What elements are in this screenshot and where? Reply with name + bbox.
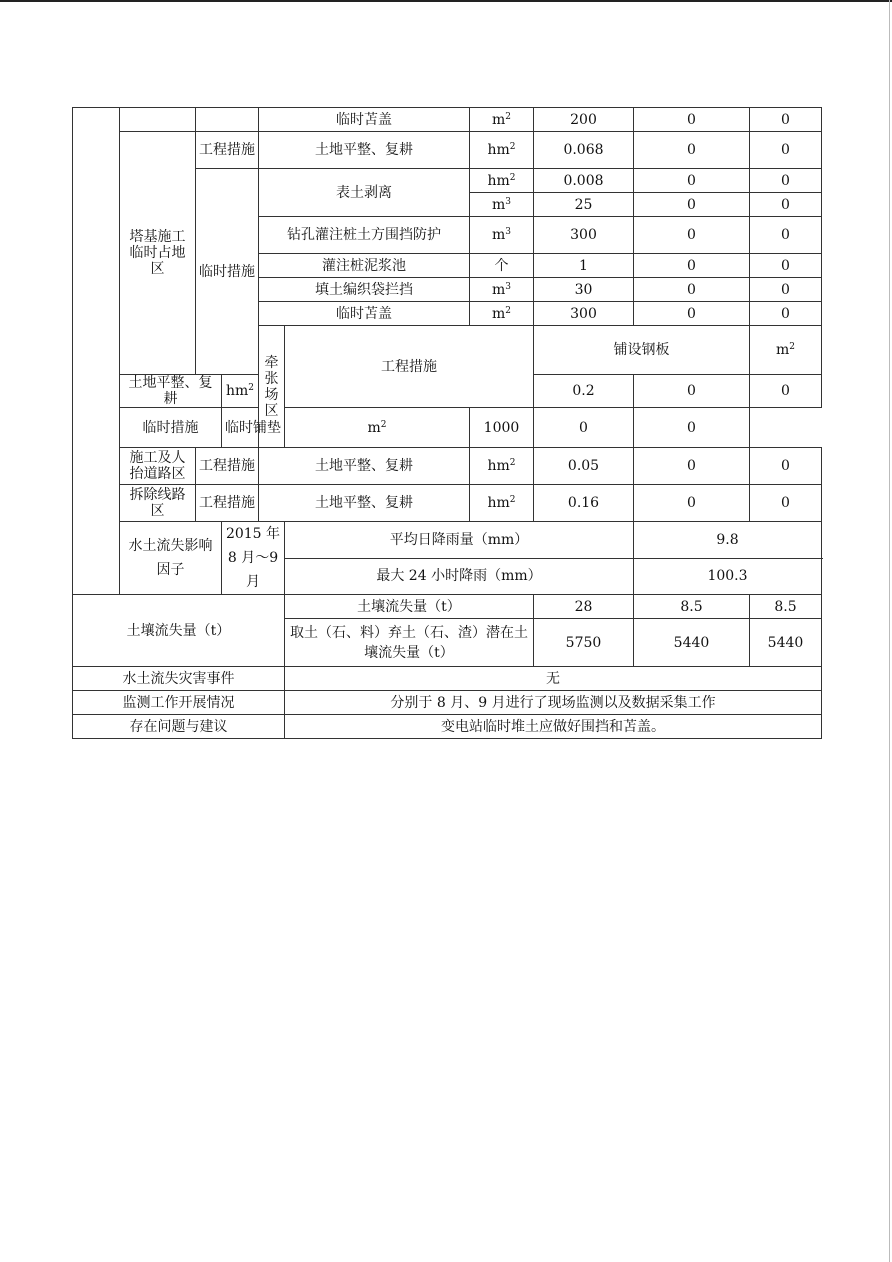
value-cell: 0 [634, 408, 750, 448]
table-row [73, 485, 822, 522]
unit-exponent: 2 [505, 305, 511, 316]
table-row [73, 132, 822, 169]
monitoring-value: 分别于 8 月、9 月进行了现场监测以及数据采集工作 [285, 691, 822, 715]
value-cell: 0 [750, 375, 822, 408]
measure-name: 铺设钢板 [534, 326, 750, 375]
issues-row [73, 715, 822, 739]
unit-exponent: 3 [505, 196, 511, 207]
table-row [73, 408, 822, 448]
factor-period: 2015 年 8 月～9 月 [222, 522, 285, 595]
unit-exponent: 3 [505, 227, 511, 237]
unit-base: hm [487, 142, 510, 158]
value-cell: 0.008 [534, 169, 634, 193]
monitoring-row [73, 691, 822, 715]
max-rain-label: 最大 24 小时降雨（mm） [285, 558, 634, 595]
unit-base: m [491, 281, 506, 298]
unit-exponent: 2 [248, 383, 255, 393]
value-cell: 200 [534, 108, 634, 132]
measure-name: 土地平整、复耕 [259, 485, 470, 522]
unit-cell [470, 278, 534, 302]
value-cell: 8.5 [634, 595, 750, 619]
unit-base: m [775, 342, 790, 358]
value-cell: 0.068 [534, 132, 634, 169]
measure-name: 临时铺垫 [222, 408, 285, 448]
factor-row-avg-rain [73, 522, 822, 559]
section-blank-cell [120, 108, 196, 132]
unit-exponent: 2 [509, 495, 516, 505]
value-cell: 1000 [470, 408, 534, 448]
unit-cell [470, 217, 534, 254]
unit-cell [285, 408, 470, 448]
unit-base: hm [487, 172, 510, 189]
value-cell: 5440 [634, 619, 750, 667]
unit-base: hm [487, 458, 510, 474]
unit-cell [222, 375, 259, 408]
value-cell: 0 [634, 217, 750, 254]
unit-base: m [491, 196, 506, 213]
value-cell: 0 [634, 302, 750, 326]
measure-name: 临时苫盖 [259, 108, 470, 132]
monitoring-label: 监测工作开展情况 [73, 691, 285, 715]
disaster-row [73, 667, 822, 691]
measure-name: 土地平整、复耕 [259, 132, 470, 169]
value-cell: 300 [534, 302, 634, 326]
measure-name: 钻孔灌注桩土方围挡防护 [259, 217, 470, 254]
value-cell: 30 [534, 278, 634, 302]
unit-exponent: 2 [509, 172, 516, 183]
unit-base: hm [225, 383, 249, 399]
value-cell: 0 [750, 448, 822, 485]
unit-base: m [491, 227, 506, 243]
value-cell: 8.5 [750, 595, 822, 619]
section-access-road-area: 施工及人抬道路区 [120, 448, 196, 485]
value-cell: 1 [534, 254, 634, 278]
value-cell: 0 [634, 448, 750, 485]
region-blank-cell [73, 108, 120, 595]
value-cell: 25 [534, 193, 634, 217]
measure-type-engineering: 工程措施 [196, 485, 259, 522]
disaster-value: 无 [285, 667, 822, 691]
value-cell: 0 [634, 132, 750, 169]
unit-base: m [491, 111, 506, 128]
soil-loss-row [73, 595, 822, 619]
unit-exponent: 2 [380, 419, 387, 430]
value-cell: 0 [634, 193, 750, 217]
unit-cell: 个 [470, 254, 534, 278]
avg-rain-value: 9.8 [634, 522, 822, 559]
unit-base: m [367, 419, 381, 436]
unit-cell [470, 132, 534, 169]
measure-type-blank-cell [196, 108, 259, 132]
right-border-line [889, 0, 890, 1262]
max-rain-value: 100.3 [634, 558, 822, 595]
unit-cell [470, 193, 534, 217]
measure-type-engineering: 工程措施 [196, 448, 259, 485]
unit-exponent: 2 [505, 111, 511, 122]
soil-loss-row1-label: 土壤流失量（t） [285, 595, 534, 619]
value-cell: 0 [750, 485, 822, 522]
value-cell: 0 [750, 254, 822, 278]
unit-cell [470, 485, 534, 522]
unit-cell [750, 326, 822, 375]
value-cell: 0 [750, 108, 822, 132]
measure-type-temporary: 临时措施 [120, 408, 222, 448]
measure-name: 临时苫盖 [259, 302, 470, 326]
disaster-label: 水土流失灾害事件 [73, 667, 285, 691]
value-cell: 300 [534, 217, 634, 254]
measure-name: 土地平整、复耕 [259, 448, 470, 485]
section-tension-area: 牵张场区 [259, 326, 285, 448]
value-cell: 5440 [750, 619, 822, 667]
top-border-line [0, 0, 892, 2]
unit-exponent: 2 [789, 342, 795, 352]
unit-exponent: 2 [509, 142, 516, 152]
measure-name: 灌注桩泥浆池 [259, 254, 470, 278]
measure-type-engineering: 工程措施 [285, 326, 534, 408]
issues-label: 存在问题与建议 [73, 715, 285, 739]
value-cell: 0 [634, 278, 750, 302]
measure-name: 填土编织袋拦挡 [259, 278, 470, 302]
factor-label: 水土流失影响因子 [120, 522, 222, 595]
value-cell: 0 [750, 278, 822, 302]
value-cell: 0 [634, 108, 750, 132]
value-cell: 0 [750, 132, 822, 169]
soil-loss-label: 土壤流失量（t） [73, 595, 285, 667]
value-cell: 0.05 [534, 448, 634, 485]
value-cell: 0.16 [534, 485, 634, 522]
table-row [73, 108, 822, 132]
unit-base: m [491, 305, 506, 322]
value-cell: 0 [634, 375, 750, 408]
unit-cell [470, 108, 534, 132]
measure-type-temporary: 临时措施 [196, 169, 259, 375]
soil-loss-row2-label: 取土（石、料）弃土（石、渣）潜在土壤流失量（t） [285, 619, 534, 667]
unit-cell [470, 169, 534, 193]
soil-erosion-monitoring-table [72, 107, 822, 739]
value-cell: 0 [534, 408, 634, 448]
section-tower-temp-area: 塔基施工临时占地区 [120, 132, 196, 375]
section-demolition-area: 拆除线路区 [120, 485, 196, 522]
unit-base: hm [487, 495, 510, 511]
value-cell: 0 [634, 169, 750, 193]
unit-exponent: 2 [509, 458, 516, 468]
value-cell: 0 [750, 302, 822, 326]
value-cell: 0 [634, 254, 750, 278]
unit-cell [470, 448, 534, 485]
value-cell: 0 [750, 193, 822, 217]
unit-exponent: 3 [505, 281, 511, 292]
measure-name: 表土剥离 [259, 169, 470, 217]
value-cell: 0 [750, 169, 822, 193]
measure-name: 土地平整、复耕 [120, 375, 222, 408]
value-cell: 5750 [534, 619, 634, 667]
table-row [73, 448, 822, 485]
measure-type-engineering: 工程措施 [196, 132, 259, 169]
issues-value: 变电站临时堆土应做好围挡和苫盖。 [285, 715, 822, 739]
value-cell: 28 [534, 595, 634, 619]
value-cell: 0 [634, 485, 750, 522]
avg-rain-label: 平均日降雨量（mm） [285, 522, 634, 559]
unit-cell [470, 302, 534, 326]
value-cell: 0.2 [534, 375, 634, 408]
value-cell: 0 [750, 217, 822, 254]
